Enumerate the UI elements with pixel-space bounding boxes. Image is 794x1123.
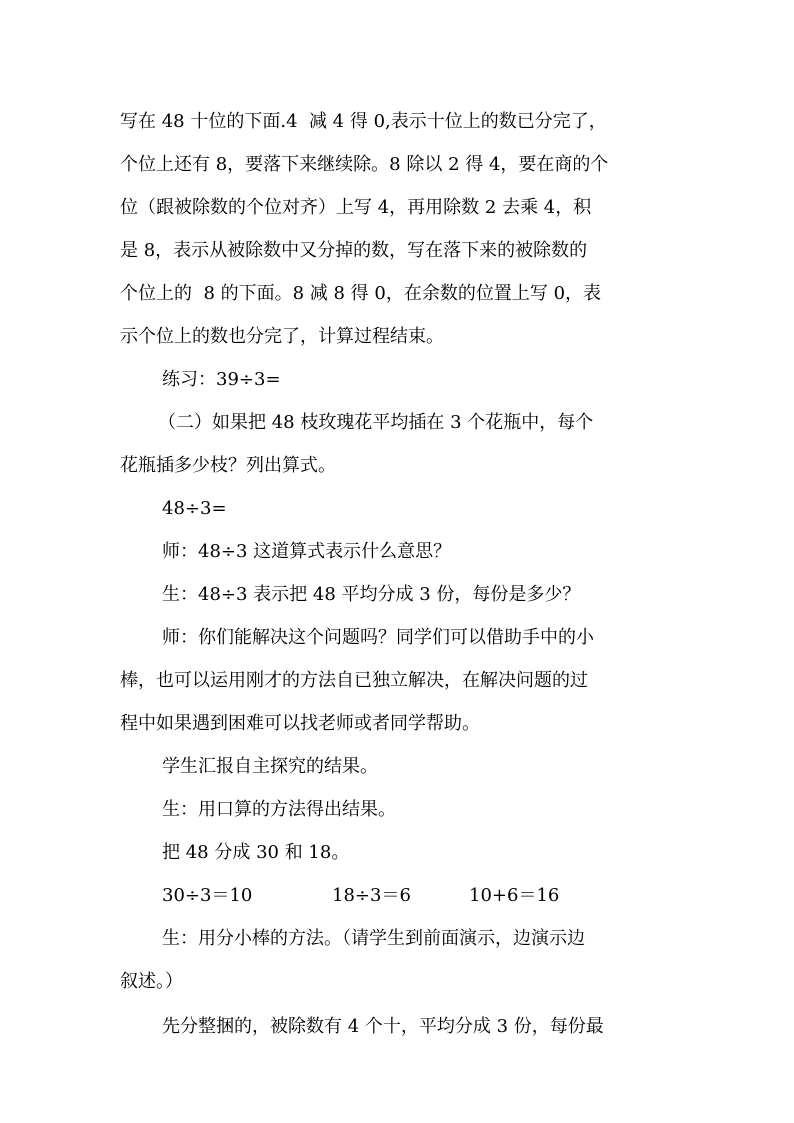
equation-3: 10+6＝16 <box>469 885 560 906</box>
paragraph-line: 学生汇报自主探究的结果。 <box>162 756 378 777</box>
paragraph-line: 示个位上的数也分完了，计算过程结束。 <box>120 326 444 347</box>
equation-2: 18÷3＝6 <box>332 885 411 906</box>
paragraph-line: 把 48 分成 30 和 18。 <box>162 842 350 863</box>
paragraph-line: 叙述。） <box>120 971 183 992</box>
paragraph-line: 个位上的 8 的下面。8 减 8 得 0，在余数的位置上写 0，表 <box>120 283 602 304</box>
student-line: 生：用分小棒的方法。（请学生到前面演示，边演示边 <box>162 928 585 949</box>
question-line: 花瓶插多少枝？列出算式。 <box>120 455 336 476</box>
paragraph-line: 棒，也可以运用刚才的方法自已独立解决，在解决问题的过 <box>120 670 588 691</box>
exercise-line: 练习：39÷3= <box>162 369 281 390</box>
teacher-line: 师：48÷3 这道算式表示什么意思？ <box>162 541 452 562</box>
paragraph-line: 是 8，表示从被除数中又分掉的数，写在落下来的被除数的 <box>120 240 588 261</box>
paragraph-line: 程中如果遇到困难可以找老师或者同学帮助。 <box>120 713 480 734</box>
paragraph-line: 个位上还有 8，要落下来继续除。8 除以 2 得 4，要在商的个 <box>120 154 609 175</box>
student-line: 生：48÷3 表示把 48 平均分成 3 份，每份是多少？ <box>162 584 581 605</box>
equation-line: 48÷3= <box>162 498 227 519</box>
paragraph-line: 写在 48 十位的下面.4 减 4 得 0,表示十位上的数已分完了， <box>120 111 607 132</box>
paragraph-line: 位（跟被除数的个位对齐）上写 4，再用除数 2 去乘 4，积 <box>120 197 592 218</box>
teacher-line: 师：你们能解决这个问题吗？同学们可以借助手中的小 <box>162 627 594 648</box>
student-line: 生：用口算的方法得出结果。 <box>162 799 396 820</box>
equation-1: 30÷3＝10 <box>162 885 253 906</box>
question-line: （二）如果把 48 枝玫瑰花平均插在 3 个花瓶中，每个 <box>158 412 594 433</box>
equation-row <box>120 878 676 913</box>
document-page <box>120 104 676 1044</box>
paragraph-line: 先分整捆的，被除数有 4 个十，平均分成 3 份，每份最 <box>162 1016 604 1037</box>
